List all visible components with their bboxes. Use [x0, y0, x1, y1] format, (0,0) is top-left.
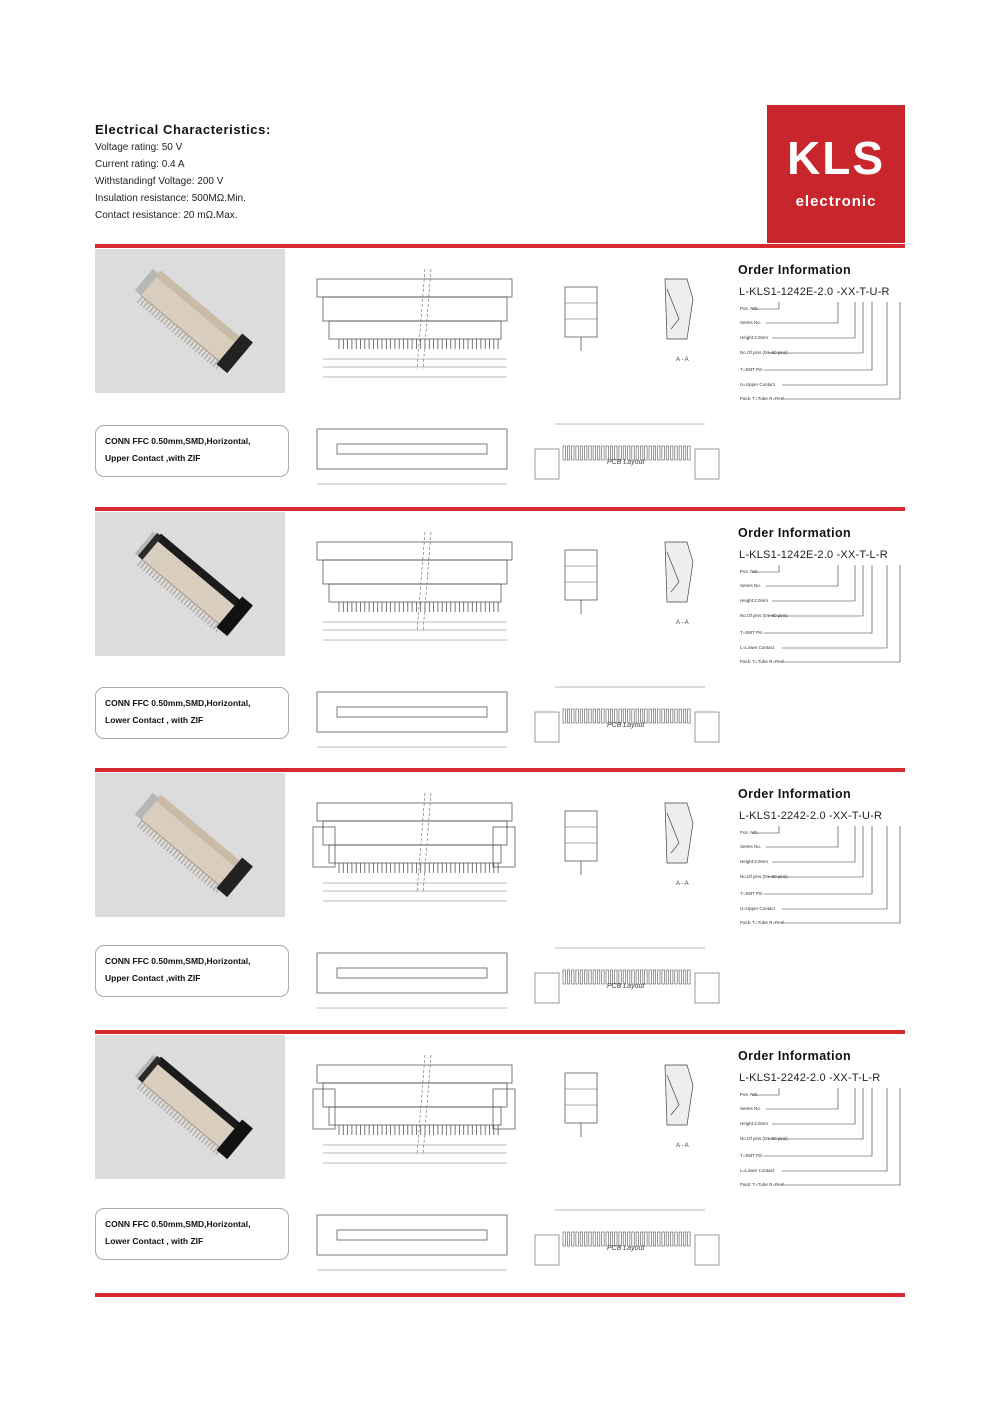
order-item: No.Of pins (04~60 pins)	[740, 613, 788, 618]
order-item: T=SMT Pin	[740, 1153, 763, 1158]
product-photo	[95, 773, 285, 917]
product-label	[95, 687, 289, 739]
product-label-line2: Upper Contact ,with ZIF	[105, 973, 201, 983]
order-item: Pos. NO.	[740, 306, 759, 311]
spec-contact: Contact resistance: 20 mΩ.Max.	[95, 210, 238, 221]
order-item: Height:2.0mm	[740, 598, 769, 603]
order-item: Height:2.0mm	[740, 859, 769, 864]
order-info-title: Order Information	[738, 1049, 852, 1063]
spec-insulation: Insulation resistance: 500MΩ.Min.	[95, 193, 246, 204]
order-item: U=Upper Contact	[740, 906, 775, 911]
order-info-title: Order Information	[738, 263, 852, 277]
logo-subtitle: electronic	[795, 193, 877, 210]
divider	[95, 768, 905, 772]
order-item: Series No.	[740, 320, 762, 325]
order-leader-lines	[730, 1080, 930, 1240]
product-photo	[95, 1035, 285, 1179]
page-title: Electrical Characteristics:	[95, 122, 271, 137]
product-label-line2: Upper Contact ,with ZIF	[105, 453, 201, 463]
product-label	[95, 945, 289, 997]
divider	[95, 244, 905, 248]
logo-wordmark: KLS	[787, 132, 885, 184]
technical-drawing	[295, 259, 735, 499]
order-info-title: Order Information	[738, 787, 852, 801]
pcb-layout-label: PCB Layout	[607, 722, 645, 729]
order-item: Pack: T=Tube R=Reel	[740, 396, 785, 401]
pcb-layout-label: PCB Layout	[607, 459, 645, 466]
order-item: Pos. NO.	[740, 830, 759, 835]
order-code: L-KLS1-1242E-2.0 -XX-T-U-R	[739, 286, 890, 298]
technical-drawing	[295, 783, 735, 1023]
divider	[95, 507, 905, 511]
order-leader-lines	[730, 294, 930, 454]
order-item: T=SMT Pin	[740, 891, 763, 896]
section-label: A - A	[676, 357, 689, 363]
product-label	[95, 1208, 289, 1260]
connector-photo-icon	[95, 512, 285, 656]
order-item: L=Lower Contact	[740, 645, 775, 650]
order-item: No.Of pins (04~60 pins)	[740, 874, 788, 879]
order-item: No.Of pins (04~60 pins)	[740, 1136, 788, 1141]
order-item: Pack: T=Tube R=Reel	[740, 659, 785, 664]
order-item: L=Lower Contact	[740, 1168, 775, 1173]
pcb-layout-label: PCB Layout	[607, 983, 645, 990]
divider	[95, 1030, 905, 1034]
connector-photo-icon	[95, 1035, 285, 1179]
technical-drawing	[295, 1045, 735, 1285]
order-info-title: Order Information	[738, 526, 852, 540]
spec-voltage: Voltage rating: 50 V	[95, 142, 183, 153]
product-label-line1: CONN FFC 0.50mm,SMD,Horizontal,	[105, 698, 251, 708]
product-photo	[95, 249, 285, 393]
connector-photo-icon	[95, 773, 285, 917]
order-code: L-KLS1-2242-2.0 -XX-T-L-R	[739, 1072, 881, 1084]
section-label: A - A	[676, 881, 689, 887]
section-label: A - A	[676, 620, 689, 626]
product-photo	[95, 512, 285, 656]
order-item: U=Upper Contact	[740, 382, 775, 387]
pcb-layout-label: PCB Layout	[607, 1245, 645, 1252]
order-item: T=SMT Pin	[740, 367, 763, 372]
order-code: L-KLS1-1242E-2.0 -XX-T-L-R	[739, 549, 888, 561]
section-label: A - A	[676, 1143, 689, 1149]
order-item: Series No.	[740, 1106, 762, 1111]
connector-photo-icon	[95, 249, 285, 393]
order-item: Pack: T=Tube R=Reel	[740, 1182, 785, 1187]
divider	[95, 1293, 905, 1297]
spec-current: Current rating: 0.4 A	[95, 159, 185, 170]
product-label-line1: CONN FFC 0.50mm,SMD,Horizontal,	[105, 956, 251, 966]
product-label-line1: CONN FFC 0.50mm,SMD,Horizontal,	[105, 436, 251, 446]
order-item: Series No.	[740, 583, 762, 588]
technical-drawing	[295, 522, 735, 762]
order-item: Height:2.0mm	[740, 335, 769, 340]
brand-logo	[767, 105, 905, 243]
order-code: L-KLS1-2242-2.0 -XX-T-U-R	[739, 810, 883, 822]
order-item: Pack: T=Tube R=Reel	[740, 920, 785, 925]
order-item: Pos. NO.	[740, 569, 759, 574]
product-label-line2: Lower Contact , with ZIF	[105, 715, 204, 725]
product-label	[95, 425, 289, 477]
order-item: No.Of pins (04~60 pins)	[740, 350, 788, 355]
order-item: Pos. NO.	[740, 1092, 759, 1097]
order-item: Height:2.0mm	[740, 1121, 769, 1126]
product-label-line2: Lower Contact , with ZIF	[105, 1236, 204, 1246]
order-item: Series No.	[740, 844, 762, 849]
spec-withstanding: Withstandingf Voltage: 200 V	[95, 176, 224, 187]
order-leader-lines	[730, 818, 930, 978]
product-label-line1: CONN FFC 0.50mm,SMD,Horizontal,	[105, 1219, 251, 1229]
order-leader-lines	[730, 557, 930, 717]
order-item: T=SMT Pin	[740, 630, 763, 635]
